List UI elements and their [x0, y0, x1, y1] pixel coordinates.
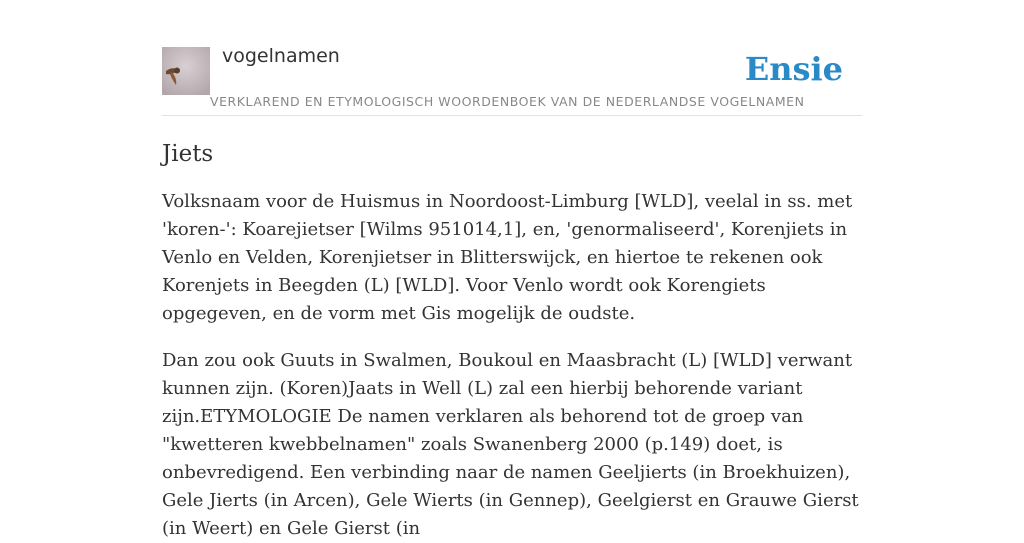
ensie-logo-link[interactable]: Ensie — [744, 50, 843, 88]
article-paragraph: Volksnaam voor de Huismus in Noordoost-Limburg [WLD], veelal in ss. met 'koren-': Koarejietser [Wilms 951014,1], en, 'genormaliseerd', Korenjiets in Venlo en Velden, Korenjietser in Blitterswijck, en hiertoe te rekenen ook Korenjets in Beegden (L) [WLD]. Voor Venlo wordt ook Korengiets opgegeven, en de vorm met Gis mogelijk de oudste. — [162, 191, 853, 324]
article — [162, 134, 866, 543]
site-header — [162, 0, 862, 116]
article-paragraph: Dan zou ook Guuts in Swalmen, Boukoul en Maasbracht (L) [WLD] verwant kunnen zijn. (Koren)Jaats in Well (L) zal een hierbij behorende variant zijn.ETYMOLOGIE De namen verklaren als behorend tot de groep van "kwetteren kwebbelnamen" zoals Swanenberg 2000 (p.149) doet, is onbevredigend. Een verbinding naar de namen Geeljierts (in Broekhuizen), Gele Jierts (in Arcen), Gele Wierts (in Gennep), Geelgierst en Grauwe Gierst (in Weert) en Gele Gierst (in — [162, 350, 859, 539]
bird-photo-icon — [162, 47, 210, 95]
blog-avatar[interactable] — [162, 47, 210, 95]
blog-tagline: VERKLAREND EN ETYMOLOGISCH WOORDENBOEK VAN DE NEDERLANDSE VOGELNAMEN — [210, 94, 805, 109]
article-title: Jiets — [162, 141, 214, 167]
blog-name-link[interactable]: vogelnamen — [222, 45, 340, 67]
